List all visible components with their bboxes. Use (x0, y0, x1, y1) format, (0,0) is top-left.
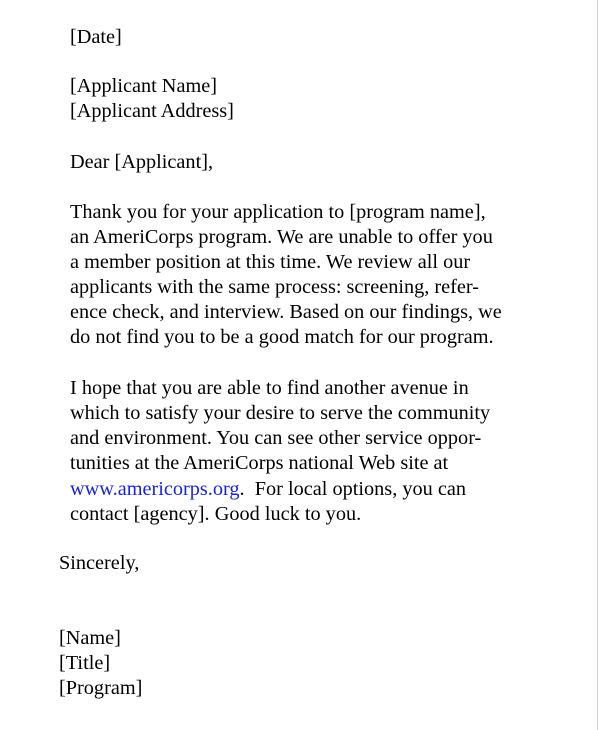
closing: Sincerely, (59, 552, 140, 574)
body-paragraph-1-line: applicants with the same process: screening, refer- (70, 276, 480, 298)
body-paragraph-2-line: tunities at the AmeriCorps national Web site at (70, 452, 449, 474)
body-paragraph-1-line: do not find you to be a good match for our program. (70, 326, 494, 348)
recipient-address: [Applicant Address] (70, 100, 234, 122)
body-paragraph-1-line: ence check, and interview. Based on our findings, we (70, 301, 502, 323)
body-paragraph-2-line: I hope that you are able to find another avenue in (70, 377, 469, 399)
signature-name: [Name] (59, 627, 121, 649)
body-paragraph-2-line: and environment. You can see other service oppor- (70, 427, 482, 449)
body-paragraph-1-line: a member position at this time. We review all our (70, 251, 471, 273)
body-paragraph-1-line: Thank you for your application to [program name], (70, 201, 486, 223)
recipient-name: [Applicant Name] (70, 75, 217, 97)
body-paragraph-2-link-line (70, 477, 466, 502)
salutation: Dear [Applicant], (70, 151, 214, 173)
signature-title: [Title] (59, 652, 111, 674)
date-line: [Date] (70, 26, 122, 48)
body-paragraph-2-last-line: contact [agency]. Good luck to you. (70, 503, 362, 525)
link-line-trailing-text: . For local options, you can (239, 478, 466, 500)
body-paragraph-2-line: which to satisfy your desire to serve the community (70, 402, 491, 424)
signature-program: [Program] (59, 677, 143, 699)
americorps-website-link[interactable]: www.americorps.org (70, 478, 240, 500)
body-paragraph-1-line: an AmeriCorps program. We are unable to offer you (70, 226, 493, 248)
